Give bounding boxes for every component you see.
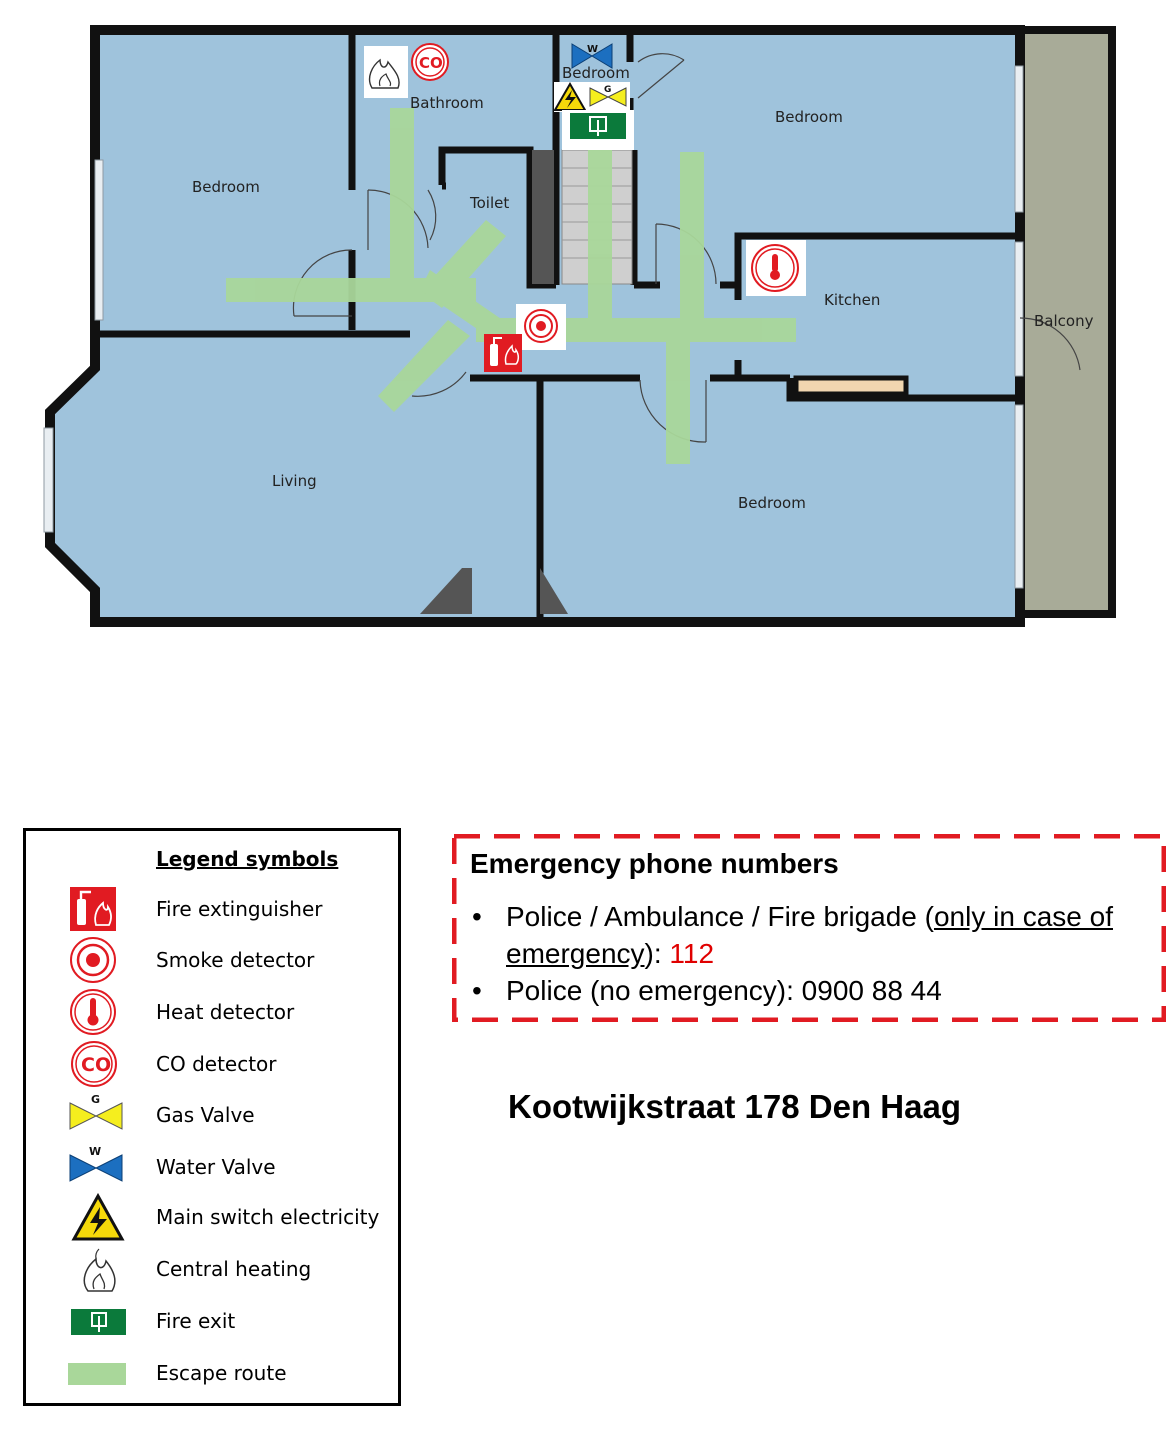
legend-label-water-valve: Water Valve [156,1155,276,1179]
room-label-bathroom: Bathroom [410,94,484,112]
legend-item [26,1297,398,1347]
emergency-title: Emergency phone numbers [470,848,839,879]
heat-detector-icon [66,988,126,1038]
co-detector-icon [66,1040,126,1090]
emergency-numbers-box [452,834,1166,1022]
heat-detector-icon [746,240,806,296]
legend-item [26,885,398,935]
electricity-switch-icon [554,82,586,112]
svg-text:CO: CO [81,1054,112,1076]
central-heating-icon [364,46,408,98]
item-prefix: Police / Ambulance / Fire brigade ( [506,901,934,932]
legend-item [26,1349,398,1399]
fire-extinguisher-icon [484,334,522,372]
room-label-living: Living [272,472,317,490]
svg-text:CO: CO [419,54,443,72]
smoke-detector-icon [516,304,566,350]
central-heating-icon [66,1245,126,1295]
legend-item [26,936,398,986]
gas-valve-icon [66,1091,126,1141]
legend-item [26,1040,398,1090]
emergency-number-112: 112 [669,938,715,969]
legend-label-smoke-detector: Smoke detector [156,948,315,972]
bullet: • [472,975,482,1006]
legend-box [23,828,401,1406]
kitchen-counter [796,378,906,394]
legend-label-electricity-switch: Main switch electricity [156,1205,380,1229]
svg-text:W: W [587,44,599,55]
svg-text:W: W [89,1145,102,1158]
co-detector-icon [412,44,448,80]
escape-route-icon [66,1349,126,1399]
legend-label-heat-detector: Heat detector [156,1000,295,1024]
floor-plan [0,0,1170,660]
legend-item [26,1091,398,1141]
legend-label-escape-route: Escape route [156,1361,287,1385]
item-underline-text: only in case of emergency [506,901,1113,969]
legend-label-central-heating: Central heating [156,1257,312,1281]
room-label-bedroom-small: Bedroom [562,64,630,82]
legend-item [26,1143,398,1193]
gas-valve-icon [586,82,630,112]
emergency-item-text [506,898,1166,972]
legend-label-fire-extinguisher: Fire extinguisher [156,897,323,921]
emergency-item-text: Police (no emergency): 0900 88 44 [506,975,942,1006]
item-suffix: ): [644,938,670,969]
bullet: • [472,901,482,932]
room-label-bedroom-bottom: Bedroom [738,494,806,512]
smoke-detector-icon [66,936,126,986]
legend-item [26,988,398,1038]
svg-text:G: G [604,85,612,95]
room-label-balcony: Balcony [1034,312,1094,330]
room-label-kitchen: Kitchen [824,291,881,309]
legend-label-gas-valve: Gas Valve [156,1103,255,1127]
fire-exit-icon [66,1297,126,1347]
water-valve-icon [66,1143,126,1193]
legend-title: Legend symbols [156,847,339,871]
address: Kootwijkstraat 178 Den Haag [508,1088,961,1125]
fire-exit-icon [562,110,634,150]
legend-item [26,1245,398,1295]
svg-text:G: G [91,1093,101,1106]
legend-label-co-detector: CO detector [156,1052,277,1076]
room-label-bedroom-left: Bedroom [192,178,260,196]
room-label-bedroom-top-right: Bedroom [775,108,843,126]
legend-item [26,1193,398,1243]
fire-extinguisher-icon [66,885,126,935]
electricity-switch-icon [66,1193,126,1243]
room-label-toilet: Toilet [470,194,510,212]
legend-label-fire-exit: Fire exit [156,1309,236,1333]
